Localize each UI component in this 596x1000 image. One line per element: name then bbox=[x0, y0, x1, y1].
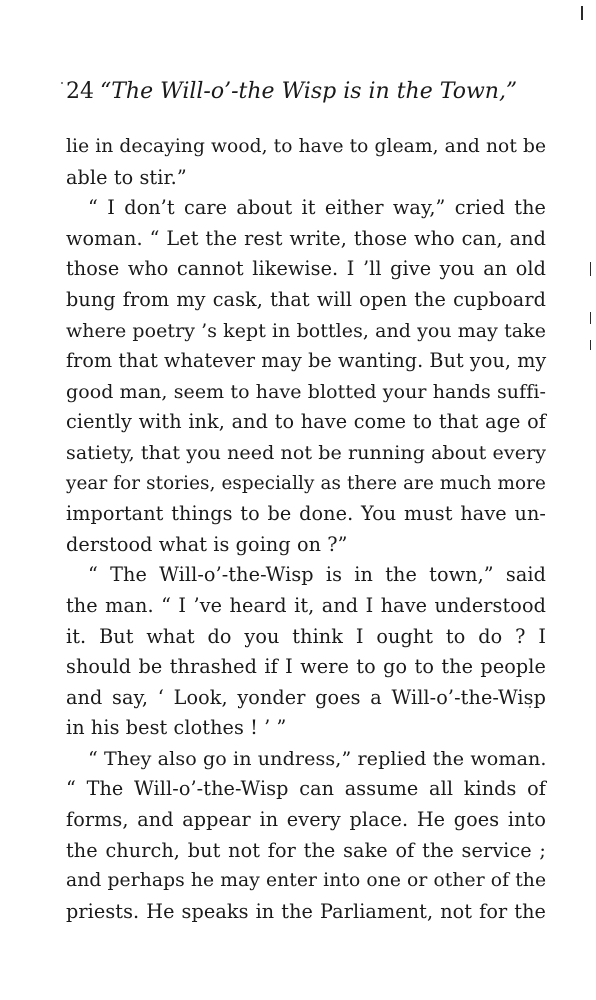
margin-mark bbox=[590, 262, 591, 276]
page-number: 24 bbox=[66, 79, 94, 104]
text-line: “ The Will-o’-the-Wisp is in the town,” said bbox=[88, 563, 546, 587]
text-line: derstood what is going on ?” bbox=[66, 532, 348, 556]
text-line: “ They also go in undress,” replied the woman. bbox=[88, 747, 547, 770]
margin-mark bbox=[590, 312, 591, 324]
text-line: bung from my cask, that will open the cupboard bbox=[66, 287, 546, 311]
text-line: from that whatever may be wanting. But you, my bbox=[66, 349, 547, 373]
print-speck bbox=[61, 82, 63, 84]
text-line: priests. He speaks in the Parliament, not for the bbox=[66, 899, 546, 923]
text-line: able to stir.” bbox=[66, 165, 187, 189]
margin-mark bbox=[590, 340, 591, 350]
text-line: it. But what do you think I ought to do ? I bbox=[66, 624, 546, 648]
running-title: “The Will-o’-the Wisp is in the Town,” bbox=[100, 79, 518, 104]
margin-mark bbox=[581, 6, 583, 20]
text-line: those who cannot likewise. I ’ll give you an old bbox=[66, 257, 546, 281]
text-line: satiety, that you need not be running about every bbox=[66, 441, 547, 464]
text-line: in his best clothes ! ’ ” bbox=[66, 716, 287, 740]
text-line: forms, and appear in every place. He goes into bbox=[66, 808, 546, 832]
running-header bbox=[66, 78, 536, 106]
text-line: important things to be done. You must have un- bbox=[66, 502, 546, 526]
text-line: and perhaps he may enter into one or other of the bbox=[66, 870, 547, 892]
text-line: woman. “ Let the rest write, those who can, and bbox=[66, 226, 546, 250]
text-line: the man. “ I ’ve heard it, and I have understood bbox=[66, 593, 546, 617]
text-line: good man, seem to have blotted your hands suffi- bbox=[66, 380, 546, 403]
text-line: where poetry ’s kept in bottles, and you may take bbox=[66, 319, 546, 342]
text-line: should be thrashed if I were to go to the people bbox=[66, 655, 546, 679]
text-line: ciently with ink, and to have come to that age of bbox=[66, 410, 546, 434]
text-line: the church, but not for the sake of the service ; bbox=[66, 838, 546, 862]
text-line: year for stories, especially as there are much more bbox=[66, 472, 546, 494]
text-line: “ The Will-o’-the-Wisp can assume all kinds of bbox=[66, 777, 546, 801]
text-line: lie in decaying wood, to have to gleam, and not be bbox=[66, 136, 547, 157]
text-line: and say, ‘ Look, yonder goes a Will-o’-the-Wisp bbox=[66, 685, 546, 709]
text-line: “ I don’t care about it either way,” cried the bbox=[88, 196, 546, 220]
body-text bbox=[66, 132, 546, 927]
